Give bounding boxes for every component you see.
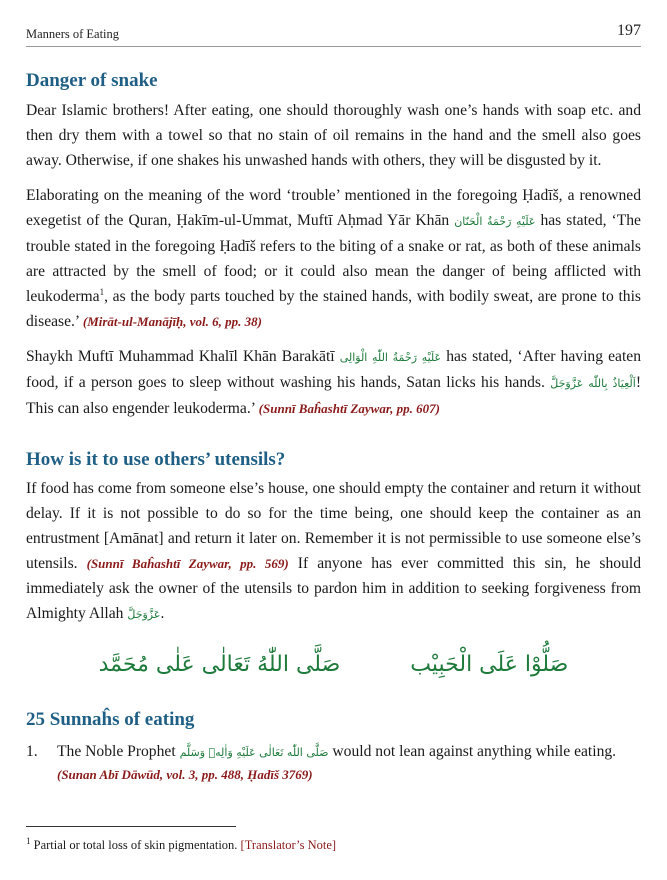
list-number: 1. xyxy=(26,743,38,760)
list-item xyxy=(26,739,641,785)
text: . xyxy=(160,605,165,622)
arabic-honorific: عَلَیْهِ رَحْمَةُ الْحَنّان xyxy=(454,215,536,228)
section-heading-sunnahs: 25 Sunnaĥs of eating xyxy=(26,709,195,730)
paragraph-snake-1: Dear Islamic brothers! After eating, one should thoroughly wash one’s hands with soap etc. and then dry them with a towel so that no stain of oil remains in the hand and the smell also goes away. Otherwise, if one shakes his unwashed hands with others, they will be disgusted by it. xyxy=(26,102,641,169)
text: would not lean against anything while eating. xyxy=(328,743,617,760)
page-number: 197 xyxy=(617,22,641,39)
running-title: Manners of Eating xyxy=(26,27,120,41)
paragraph-utensils xyxy=(26,476,641,627)
citation: (Sunnī Baĥashtī Zaywar, pp. 607) xyxy=(258,401,440,416)
text: Elaborating on the meaning of the word ‘trouble’ mentioned in the foregoing Ḥadīš, a renowned exegetist of the Quran, Ḥakīm-ul-Ummat, Muftī Aḥmad Yār Khān xyxy=(26,187,641,229)
footnote-marker: 1 xyxy=(99,286,105,297)
text: , as the body parts touched by the stained hands, with bodily sweat, are prone to this disease.’ xyxy=(26,288,641,330)
arabic-phrase: اَلْعِیَاذُ بِاللّٰه عَزَّوَجَلَّ xyxy=(550,377,636,390)
section-heading-snake: Danger of snake xyxy=(26,70,158,91)
translator-note: [Translator’s Note] xyxy=(240,838,337,852)
text: If food has come from someone else’s house, one should empty the container and return it without delay. If it is not possible to do so for the time being, one should keep the container as an entrustment [Amānat] and return it later on. Remember it is not permissible to use someone else’s utensils. xyxy=(26,480,641,572)
text: ! This can also engender leukoderma.’ xyxy=(26,374,642,417)
durood-line xyxy=(26,635,641,693)
citation: (Mirāt-ul-Manājīḥ, vol. 6, pp. 38) xyxy=(82,314,262,329)
footnote-divider xyxy=(26,826,236,827)
paragraph-snake-3 xyxy=(26,344,641,421)
text: If anyone has ever committed this sin, he should immediately ask the owner of the utensils to pardon him in addition to seeking forgiveness from Almighty Allah xyxy=(26,555,642,622)
text: has stated, ‘The trouble stated in the foregoing Ḥadīš refers to the biting of a snake or rat, as both of these animals are attracted by the smell of food; or it could also mean the danger of being afflicted with leukoderma xyxy=(26,212,641,305)
citation: (Sunan Abī Dāwūd, vol. 3, pp. 488, Ḥadīš 3769) xyxy=(57,767,313,782)
durood-left: صَلُّوْا عَلَی الْحَبِیْب xyxy=(410,651,569,677)
footnote-text: Partial or total loss of skin pigmentation. xyxy=(30,838,241,852)
page-content xyxy=(26,64,641,785)
durood-right: صَلَّی اللّٰهُ تَعَالٰی عَلٰی مُحَمَّد xyxy=(98,651,341,677)
text: The Noble Prophet xyxy=(57,743,180,760)
running-header xyxy=(26,22,641,47)
list-body xyxy=(57,739,641,785)
footnote xyxy=(26,836,641,854)
footnote-number: 1 xyxy=(26,835,31,846)
list-text xyxy=(57,739,641,765)
paragraph-snake-2 xyxy=(26,183,641,334)
text: Shaykh Muftī Muhammad Khalīl Khān Barakātī xyxy=(26,348,340,365)
arabic-salutation: صَلَّی اللّٰه تَعَالٰی عَلَیْهِ وَاٰلِهٖ وَسَلَّم xyxy=(179,746,329,759)
arabic-honorific: عَلَیْهِ رَحْمَةُ اللّٰهِ الْوَالِی xyxy=(339,351,442,364)
text: has stated, ‘After having eaten food, if a person goes to sleep without washing his hands, Satan licks his hands. xyxy=(26,348,641,391)
arabic-phrase: عَزَّوَجَلَّ xyxy=(127,608,161,621)
citation: (Sunnī Baĥashtī Zaywar, pp. 569) xyxy=(86,556,289,571)
section-heading-utensils: How is it to use others’ utensils? xyxy=(26,449,286,470)
